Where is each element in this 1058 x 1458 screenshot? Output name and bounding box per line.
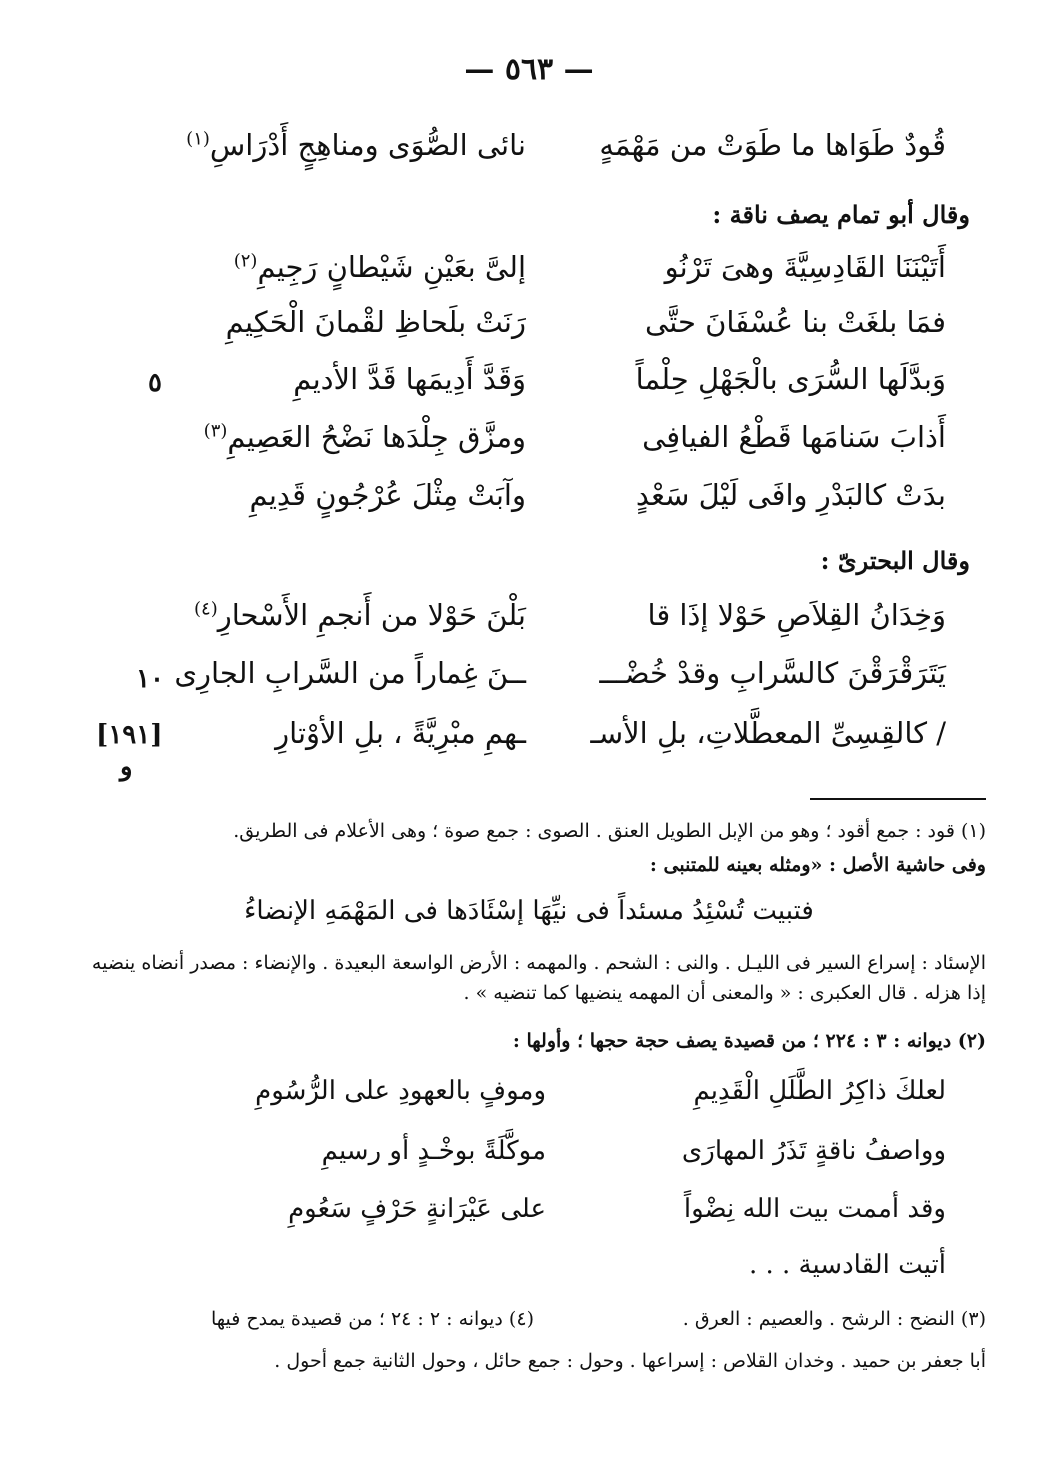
verse-hemistich-2: ــنَ غِماراً من السَّرابِ الجارِى [174, 656, 526, 690]
verse-hemistich-1: لعلكَ ذاكِرُ الطَّلَلِ الْقَدِيمِ [693, 1076, 946, 1106]
footnote-2-end: أتيت القادسية . . . [748, 1250, 946, 1280]
verse-line [174, 656, 946, 706]
verse-line [186, 305, 946, 355]
folio-side: و [120, 752, 133, 782]
footnote-1-explanation: الإسئاد : إسراع السير فى الليـل . والنى : الشحم . والمهمه : الأرض الواسعة البعيدة . والإنضاء : مصدر أنضاه ينضيه إذا هزله . قال العكبرى : « والمعنى أن المهمه ينضيها كما تنضيه » . [91, 952, 986, 1004]
footnote-verse-line [186, 1194, 946, 1240]
footnote-ref: (٤) [193, 598, 218, 620]
section-lead-buhturi: وقال البحترىّ : [820, 546, 970, 575]
folio-marker: [١٩١] [96, 720, 163, 750]
verse-hemistich-2: بَلْنَ حَوْلا من أَنجمِ الأَسْحارِ$^{(٤)}$ [193, 598, 526, 632]
verse-hemistich-2: إلىَّ بعَيْنِ شَيْطانٍ رَجِيمِ$^{(٢)}$ [233, 250, 526, 284]
verse-line [186, 478, 946, 528]
verse-hemistich-1: وَبدَّلَها السُّرَى بالْجَهْلِ حِلْماً [635, 362, 946, 396]
footnote-ref: (١) [186, 128, 210, 150]
verse-line [186, 128, 946, 178]
verse-hemistich-1: وقد أممت بيت الله نِضْواً [683, 1194, 946, 1224]
verse-hemistich-1: وَخِدَانُ القِلاَصِ حَوْلا إذَا قا [647, 598, 946, 632]
verse-line [186, 716, 946, 766]
verse-line [186, 362, 946, 412]
footnote-4-continued: أبا جعفر بن حميد . وخدان القلاص : إسراعها . وحول : جمع حائل ، وحول الثانية جمع أحول . [274, 1350, 986, 1372]
verse-hemistich-2: على عَيْرَانةٍ حَرْفٍ سَعُومِ [288, 1194, 546, 1224]
footnote-divider [810, 798, 986, 800]
verse-hemistich-1: بدَتْ كالبَدْرِ وافَى لَيْلَ سَعْدٍ [635, 478, 946, 512]
verse-hemistich-2: رَنَتْ بلَحاظِ لقْمانَ الْحَكِيمِ [225, 305, 526, 339]
verse-hemistich-2: وموفٍ بالعهودِ على الرُّسُومِ [255, 1076, 546, 1106]
footnote-3: (٣) النضح : الرشح . والعصيم : العرق . [682, 1308, 986, 1330]
footnote-1-gloss: وفى حاشية الأصل : «ومثله بعينه للمتنبى : [649, 854, 986, 876]
verse-hemistich-1: قُودٌ طَوَاها ما طَوَتْ من مَهْمَهٍ [599, 128, 946, 162]
line-number-10: ١٠ [136, 664, 164, 694]
line-number-5: ٥ [148, 368, 162, 398]
verse-hemistich-2: موكَّلَةً بوخْـدٍ أو رسيمِ [321, 1136, 546, 1166]
verse-hemistich-2: وآبَتْ مِثْلَ عُرْجُونٍ قَدِيمِ [249, 478, 526, 512]
verse-hemistich-2: نائى الصُّوَى ومناهِجٍ أَدْرَاسِ$^{(١)}$ [186, 128, 526, 162]
verse-hemistich-1: / كالقِسِىِّ المعطَّلاتِ، بلِ الأسـ [590, 716, 946, 750]
verse-hemistich-2: وَقَدَّ أَدِيمَها قَدَّ الأديمِ [293, 362, 526, 396]
verse-line [186, 420, 946, 470]
section-lead-abu-tammam: وقال أبو تمام يصف ناقة : [712, 200, 970, 229]
footnote-ref: (٣) [203, 420, 228, 442]
footnote-ref: (٢) [233, 250, 258, 272]
verse-hemistich-1: أَذابَ سَنامَها قَطْعُ الفيافِى [642, 420, 946, 454]
verse-hemistich-1: يَتَرَقْرَقْنَ كالسَّرابِ وقدْ خُضْـــ [599, 656, 946, 690]
page-number: — ٥٦٣ — [464, 52, 594, 87]
footnote-4: (٤) ديوانه : ٢ : ٢٤ ؛ من قصيدة يمدح فيها [210, 1308, 534, 1330]
footnote-1: (١) قود : جمع أقود ؛ وهو من الإبل الطويل العنق . الصوى : جمع صوة ؛ وهى الأعلام فى الطريق. [233, 820, 986, 842]
verse-hemistich-2: ـهمِ مبْرِيَّةً ، بلِ الأوْتارِ [275, 716, 526, 750]
verse-hemistich-1: فمَا بلغَتْ بنا عُسْفَانَ حتَّى [645, 305, 946, 339]
verse-hemistich-1: أَتَيْنَنَا القَادِسِيَّةَ وهىَ تَرْنُو [664, 250, 946, 284]
verse-line [186, 598, 946, 648]
footnote-verse-line [186, 1076, 946, 1122]
footnote-2: (٢) ديوانه : ٣ : ٢٢٤ ؛ من قصيدة يصف حجة حجها ؛ وأولها : [512, 1030, 986, 1052]
footnote-1-verse: فتبيت تُسْئِدُ مسئداً فى نيِّهَا إسْئَادَها فى المَهْمَهِ الإنضاءُ [244, 896, 814, 926]
verse-hemistich-1: وواصفُ ناقةٍ تَذَرُ المهارَى [681, 1136, 946, 1166]
verse-hemistich-2: ومزَّق جِلْدَها نَضْحُ العَصِيمِ$^{(٣)}$ [203, 420, 526, 454]
footnote-verse-line [186, 1136, 946, 1182]
verse-line [186, 250, 946, 300]
